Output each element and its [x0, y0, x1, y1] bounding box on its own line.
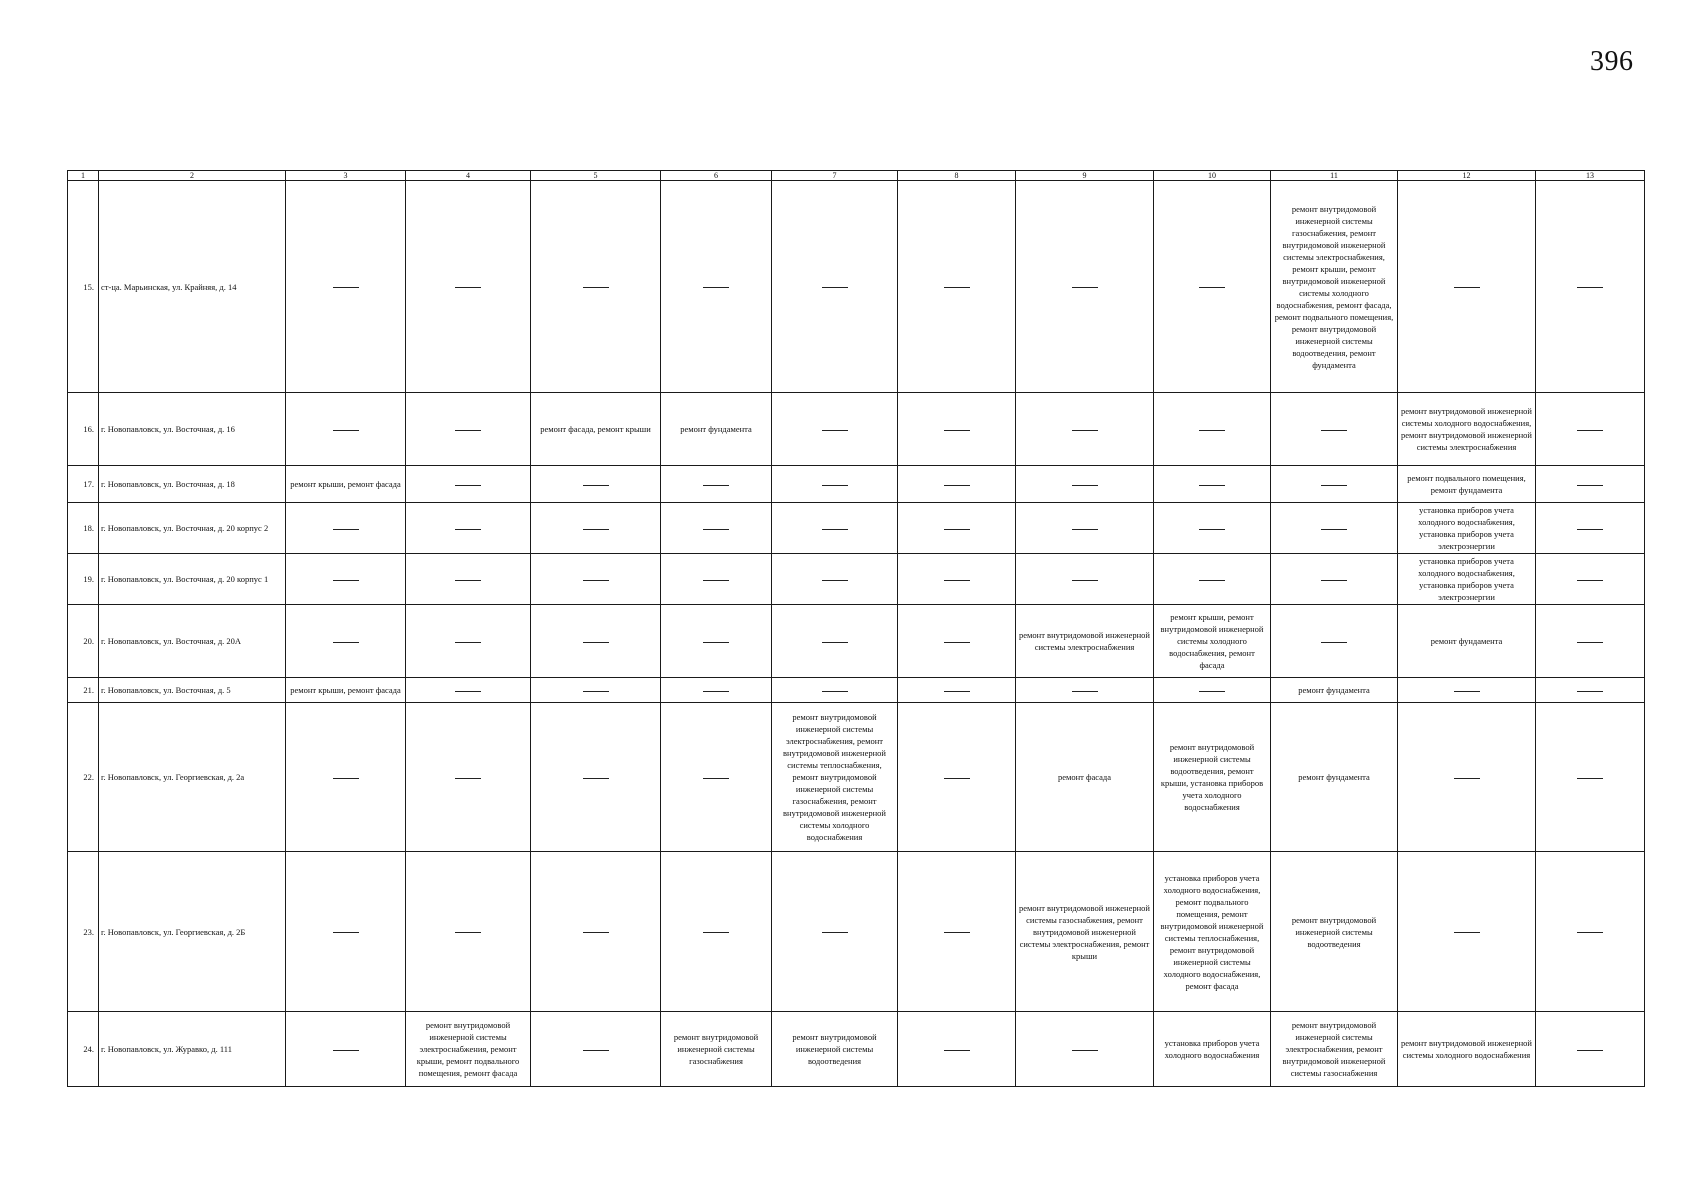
empty-dash — [333, 778, 359, 779]
work-cell — [661, 554, 772, 605]
empty-dash — [822, 691, 848, 692]
work-cell — [286, 181, 406, 393]
address-cell: г. Новопавловск, ул. Георгиевская, д. 2а — [99, 703, 286, 852]
empty-dash — [1199, 691, 1225, 692]
works-table — [67, 170, 1645, 1087]
empty-dash — [822, 932, 848, 933]
empty-dash — [1321, 485, 1347, 486]
empty-dash — [1577, 1050, 1603, 1051]
work-cell — [772, 605, 898, 678]
empty-dash — [583, 642, 609, 643]
work-cell — [1271, 466, 1398, 503]
empty-dash — [1577, 642, 1603, 643]
empty-dash — [1072, 691, 1098, 692]
work-cell — [1154, 466, 1271, 503]
work-cell — [406, 605, 531, 678]
empty-dash — [944, 778, 970, 779]
empty-dash — [583, 1050, 609, 1051]
empty-dash — [1454, 778, 1480, 779]
empty-dash — [455, 691, 481, 692]
work-cell — [898, 181, 1016, 393]
work-cell: установка приборов учета холодного водоснабжения, установка приборов учета электроэнергии — [1398, 503, 1536, 554]
work-cell — [1016, 554, 1154, 605]
work-cell — [1536, 503, 1645, 554]
empty-dash — [1199, 430, 1225, 431]
work-cell — [1398, 181, 1536, 393]
empty-dash — [583, 485, 609, 486]
work-cell — [772, 393, 898, 466]
work-cell — [1154, 503, 1271, 554]
empty-dash — [455, 529, 481, 530]
work-cell: ремонт фасада, ремонт крыши — [531, 393, 661, 466]
work-cell — [898, 852, 1016, 1012]
work-cell — [531, 181, 661, 393]
work-cell — [1536, 1012, 1645, 1087]
work-cell: ремонт внутридомовой инженерной системы электроснабжения — [1016, 605, 1154, 678]
work-cell — [661, 466, 772, 503]
empty-dash — [1577, 287, 1603, 288]
address-cell: г. Новопавловск, ул. Восточная, д. 18 — [99, 466, 286, 503]
table-row — [68, 393, 1645, 466]
empty-dash — [944, 1050, 970, 1051]
column-number: 6 — [661, 171, 772, 181]
work-cell — [406, 678, 531, 703]
empty-dash — [1072, 485, 1098, 486]
work-cell — [898, 466, 1016, 503]
work-cell: ремонт фундамента — [661, 393, 772, 466]
empty-dash — [455, 485, 481, 486]
row-number: 18. — [68, 503, 99, 554]
work-cell: установка приборов учета холодного водоснабжения, ремонт подвального помещения, ремонт внутридомовой инженерной системы теплоснабжения, ремонт внутридомовой инженерной системы холодного водоснабжения, ремонт фасада — [1154, 852, 1271, 1012]
work-cell — [1271, 393, 1398, 466]
work-cell: ремонт внутридомовой инженерной системы газоснабжения — [661, 1012, 772, 1087]
empty-dash — [703, 691, 729, 692]
work-cell — [1536, 181, 1645, 393]
empty-dash — [944, 642, 970, 643]
address-cell: г. Новопавловск, ул. Восточная, д. 16 — [99, 393, 286, 466]
column-number: 3 — [286, 171, 406, 181]
empty-dash — [1321, 642, 1347, 643]
empty-dash — [703, 580, 729, 581]
page-number: 396 — [1590, 46, 1634, 77]
work-cell — [1398, 852, 1536, 1012]
column-number: 8 — [898, 171, 1016, 181]
work-cell: ремонт фундамента — [1271, 678, 1398, 703]
column-number: 9 — [1016, 171, 1154, 181]
row-number: 24. — [68, 1012, 99, 1087]
table-row — [68, 181, 1645, 393]
work-cell — [1154, 678, 1271, 703]
work-cell — [772, 181, 898, 393]
work-cell — [1271, 503, 1398, 554]
work-cell — [531, 554, 661, 605]
work-cell — [661, 678, 772, 703]
work-cell — [286, 852, 406, 1012]
work-cell — [406, 503, 531, 554]
work-cell — [531, 503, 661, 554]
empty-dash — [1321, 529, 1347, 530]
work-cell: ремонт крыши, ремонт внутридомовой инженерной системы холодного водоснабжения, ремонт фасада — [1154, 605, 1271, 678]
column-number: 4 — [406, 171, 531, 181]
work-cell — [1536, 466, 1645, 503]
empty-dash — [703, 778, 729, 779]
address-cell: г. Новопавловск, ул. Журавко, д. 111 — [99, 1012, 286, 1087]
empty-dash — [1072, 580, 1098, 581]
table-row — [68, 1012, 1645, 1087]
table-row — [68, 703, 1645, 852]
empty-dash — [455, 430, 481, 431]
work-cell — [286, 1012, 406, 1087]
work-cell — [1536, 678, 1645, 703]
column-number: 7 — [772, 171, 898, 181]
empty-dash — [333, 529, 359, 530]
work-cell — [286, 554, 406, 605]
work-cell: ремонт внутридомовой инженерной системы газоснабжения, ремонт внутридомовой инженерной системы электроснабжения, ремонт крыши, ремонт внутридомовой инженерной системы холодного водоснабжения, ремонт фасада, ремонт подвального помещения, ремонт внутридомовой инженерной системы водоотведения, ремонт фундамента — [1271, 181, 1398, 393]
empty-dash — [583, 529, 609, 530]
empty-dash — [944, 932, 970, 933]
empty-dash — [1577, 485, 1603, 486]
empty-dash — [703, 932, 729, 933]
work-cell: ремонт внутридомовой инженерной системы водоотведения, ремонт крыши, установка приборов учета холодного водоснабжения — [1154, 703, 1271, 852]
work-cell — [1016, 393, 1154, 466]
work-cell — [661, 852, 772, 1012]
column-number: 1 — [68, 171, 99, 181]
empty-dash — [333, 932, 359, 933]
work-cell — [772, 678, 898, 703]
work-cell — [1016, 181, 1154, 393]
empty-dash — [1577, 778, 1603, 779]
table-row — [68, 678, 1645, 703]
work-cell: ремонт внутридомовой инженерной системы холодного водоснабжения — [1398, 1012, 1536, 1087]
work-cell — [1016, 1012, 1154, 1087]
work-cell — [661, 181, 772, 393]
empty-dash — [333, 580, 359, 581]
row-number: 23. — [68, 852, 99, 1012]
row-number: 16. — [68, 393, 99, 466]
empty-dash — [1454, 932, 1480, 933]
work-cell — [406, 554, 531, 605]
work-cell — [1536, 554, 1645, 605]
work-cell — [1536, 393, 1645, 466]
empty-dash — [1072, 430, 1098, 431]
empty-dash — [333, 1050, 359, 1051]
row-number: 21. — [68, 678, 99, 703]
empty-dash — [1199, 485, 1225, 486]
work-cell — [406, 852, 531, 1012]
empty-dash — [1072, 1050, 1098, 1051]
work-cell — [772, 554, 898, 605]
work-cell — [1536, 703, 1645, 852]
work-cell — [898, 678, 1016, 703]
empty-dash — [944, 580, 970, 581]
empty-dash — [1072, 287, 1098, 288]
empty-dash — [703, 642, 729, 643]
work-cell — [1016, 503, 1154, 554]
work-cell — [1398, 703, 1536, 852]
work-cell — [406, 393, 531, 466]
work-cell: ремонт внутридомовой инженерной системы водоотведения — [772, 1012, 898, 1087]
address-cell: г. Новопавловск, ул. Восточная, д. 20А — [99, 605, 286, 678]
work-cell — [406, 181, 531, 393]
work-cell — [661, 703, 772, 852]
empty-dash — [333, 642, 359, 643]
empty-dash — [822, 485, 848, 486]
work-cell — [661, 605, 772, 678]
column-number: 10 — [1154, 171, 1271, 181]
work-cell — [1154, 393, 1271, 466]
work-cell — [898, 703, 1016, 852]
empty-dash — [1577, 691, 1603, 692]
work-cell: ремонт крыши, ремонт фасада — [286, 678, 406, 703]
address-cell: г. Новопавловск, ул. Восточная, д. 20 корпус 1 — [99, 554, 286, 605]
work-cell — [1536, 852, 1645, 1012]
empty-dash — [822, 529, 848, 530]
table-row — [68, 852, 1645, 1012]
column-number: 11 — [1271, 171, 1398, 181]
empty-dash — [455, 932, 481, 933]
empty-dash — [455, 287, 481, 288]
work-cell: ремонт подвального помещения, ремонт фундамента — [1398, 466, 1536, 503]
empty-dash — [1454, 691, 1480, 692]
work-cell: ремонт фасада — [1016, 703, 1154, 852]
row-number: 22. — [68, 703, 99, 852]
empty-dash — [1199, 580, 1225, 581]
empty-dash — [455, 778, 481, 779]
column-number: 13 — [1536, 171, 1645, 181]
row-number: 20. — [68, 605, 99, 678]
work-cell: ремонт крыши, ремонт фасада — [286, 466, 406, 503]
work-cell: ремонт внутридомовой инженерной системы электроснабжения, ремонт крыши, ремонт подвального помещения, ремонт фасада — [406, 1012, 531, 1087]
table-row — [68, 503, 1645, 554]
work-cell — [898, 605, 1016, 678]
table-row — [68, 605, 1645, 678]
work-cell — [406, 703, 531, 852]
empty-dash — [1072, 529, 1098, 530]
work-cell — [898, 554, 1016, 605]
empty-dash — [944, 430, 970, 431]
empty-dash — [822, 642, 848, 643]
empty-dash — [944, 529, 970, 530]
empty-dash — [583, 287, 609, 288]
empty-dash — [1199, 529, 1225, 530]
work-cell — [1271, 554, 1398, 605]
empty-dash — [455, 580, 481, 581]
work-cell — [531, 1012, 661, 1087]
work-cell — [531, 852, 661, 1012]
empty-dash — [1199, 287, 1225, 288]
empty-dash — [822, 430, 848, 431]
empty-dash — [583, 580, 609, 581]
work-cell — [898, 1012, 1016, 1087]
empty-dash — [583, 932, 609, 933]
row-number: 15. — [68, 181, 99, 393]
work-cell — [1016, 678, 1154, 703]
work-cell: ремонт внутридомовой инженерной системы электроснабжения, ремонт внутридомовой инженерной системы теплоснабжения, ремонт внутридомовой инженерной системы газоснабжения, ремонт внутридомовой инженерной системы холодного водоснабжения — [772, 703, 898, 852]
empty-dash — [455, 642, 481, 643]
work-cell: ремонт внутридомовой инженерной системы электроснабжения, ремонт внутридомовой инженерной системы газоснабжения — [1271, 1012, 1398, 1087]
empty-dash — [944, 691, 970, 692]
work-cell: ремонт внутридомовой инженерной системы холодного водоснабжения, ремонт внутридомовой инженерной системы электроснабжения — [1398, 393, 1536, 466]
work-cell — [772, 466, 898, 503]
empty-dash — [1577, 932, 1603, 933]
work-cell — [898, 503, 1016, 554]
empty-dash — [703, 287, 729, 288]
work-cell: ремонт фундамента — [1398, 605, 1536, 678]
work-cell — [286, 703, 406, 852]
empty-dash — [333, 430, 359, 431]
empty-dash — [583, 778, 609, 779]
work-cell — [531, 605, 661, 678]
work-cell — [898, 393, 1016, 466]
empty-dash — [944, 287, 970, 288]
work-cell — [772, 852, 898, 1012]
column-number: 12 — [1398, 171, 1536, 181]
work-cell — [1536, 605, 1645, 678]
empty-dash — [1577, 580, 1603, 581]
empty-dash — [822, 287, 848, 288]
table-row — [68, 466, 1645, 503]
work-cell — [661, 503, 772, 554]
empty-dash — [822, 580, 848, 581]
empty-dash — [1321, 430, 1347, 431]
work-cell — [531, 703, 661, 852]
column-number: 5 — [531, 171, 661, 181]
work-cell: установка приборов учета холодного водоснабжения — [1154, 1012, 1271, 1087]
row-number: 19. — [68, 554, 99, 605]
empty-dash — [1321, 580, 1347, 581]
work-cell: ремонт внутридомовой инженерной системы газоснабжения, ремонт внутридомовой инженерной системы электроснабжения, ремонт крыши — [1016, 852, 1154, 1012]
empty-dash — [1577, 529, 1603, 530]
column-number-row — [68, 171, 1645, 181]
work-cell — [1398, 678, 1536, 703]
address-cell: г. Новопавловск, ул. Георгиевская, д. 2Б — [99, 852, 286, 1012]
empty-dash — [333, 287, 359, 288]
work-cell — [1154, 554, 1271, 605]
empty-dash — [944, 485, 970, 486]
row-number: 17. — [68, 466, 99, 503]
work-cell — [531, 466, 661, 503]
empty-dash — [703, 529, 729, 530]
work-cell — [286, 503, 406, 554]
work-cell: установка приборов учета холодного водоснабжения, установка приборов учета электроэнергии — [1398, 554, 1536, 605]
empty-dash — [1454, 287, 1480, 288]
work-cell — [531, 678, 661, 703]
work-cell — [1016, 466, 1154, 503]
address-cell: г. Новопавловск, ул. Восточная, д. 5 — [99, 678, 286, 703]
work-cell — [286, 393, 406, 466]
work-cell — [406, 466, 531, 503]
work-cell — [286, 605, 406, 678]
empty-dash — [703, 485, 729, 486]
work-cell — [1154, 181, 1271, 393]
column-number: 2 — [99, 171, 286, 181]
empty-dash — [583, 691, 609, 692]
empty-dash — [1577, 430, 1603, 431]
work-cell — [1271, 605, 1398, 678]
work-cell: ремонт внутридомовой инженерной системы водоотведения — [1271, 852, 1398, 1012]
work-cell: ремонт фундамента — [1271, 703, 1398, 852]
table-row — [68, 554, 1645, 605]
address-cell: ст-ца. Марьинская, ул. Крайняя, д. 14 — [99, 181, 286, 393]
work-cell — [772, 503, 898, 554]
address-cell: г. Новопавловск, ул. Восточная, д. 20 корпус 2 — [99, 503, 286, 554]
